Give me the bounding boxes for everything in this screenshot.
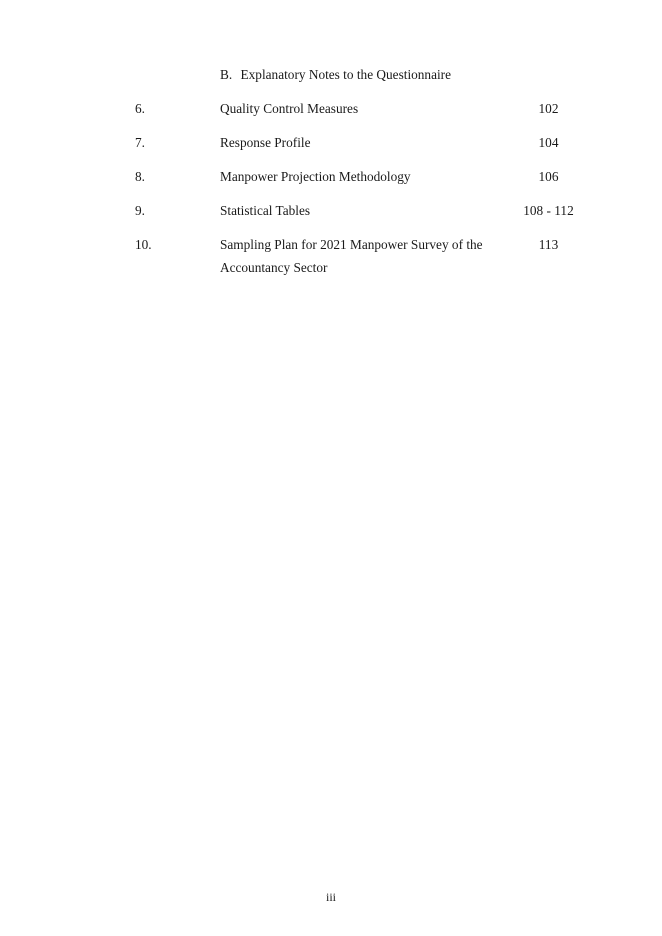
toc-entry-title: Response Profile	[220, 135, 311, 150]
toc-entry-page: 113	[538, 237, 559, 252]
toc-entry-number: 7.	[135, 135, 145, 150]
toc-entry-page: 108 - 112	[523, 203, 574, 218]
section-heading	[220, 67, 451, 83]
section-letter: B.	[220, 67, 233, 82]
section-title: Explanatory Notes to the Questionnaire	[240, 67, 452, 82]
toc-entry-page: 106	[538, 169, 559, 184]
toc-entry-number: 9.	[135, 203, 145, 218]
toc-entry-number: 6.	[135, 101, 145, 116]
toc-entry-title: Sampling Plan for 2021 Manpower Survey of the Accountancy Sector	[220, 237, 483, 275]
toc-entry-page: 104	[538, 135, 559, 150]
page-number: iii	[325, 890, 336, 904]
toc-entry-title: Manpower Projection Methodology	[220, 169, 411, 184]
toc-entry-number: 8.	[135, 169, 145, 184]
toc-entry-title: Statistical Tables	[220, 203, 311, 218]
toc-entry-title: Quality Control Measures	[220, 101, 359, 116]
toc-entry-number: 10.	[135, 237, 152, 252]
toc-entry-page: 102	[538, 101, 559, 116]
